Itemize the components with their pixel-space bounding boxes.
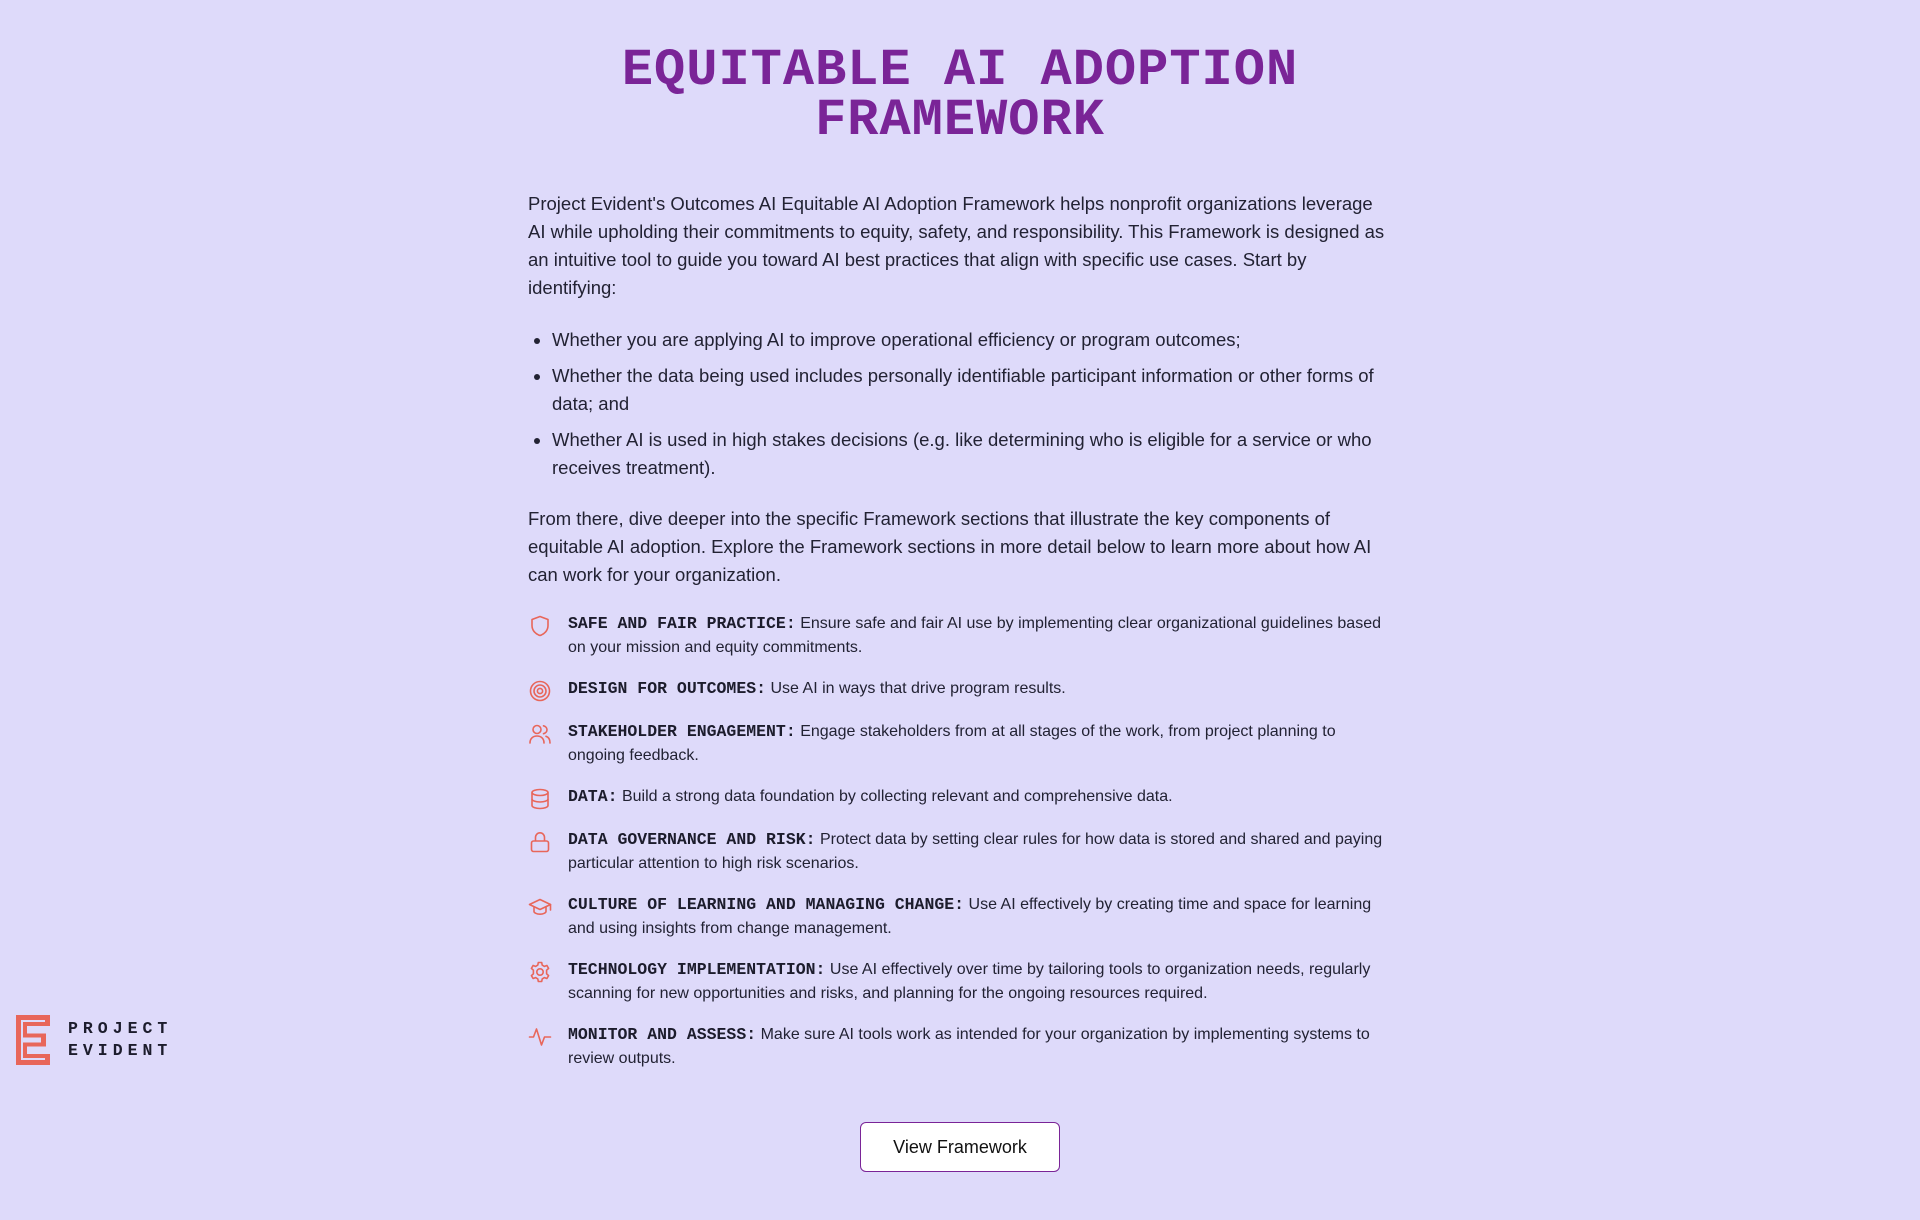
feature-item bbox=[528, 785, 1392, 811]
feature-item bbox=[528, 612, 1392, 660]
feature-description: Engage stakeholders from at all stages of the work, from project planning to ongoing feedback. bbox=[568, 723, 1336, 764]
page-title-line1: EQUITABLE AI ADOPTION bbox=[621, 41, 1299, 100]
lock-icon bbox=[528, 830, 552, 854]
page-title-line2: FRAMEWORK bbox=[815, 91, 1105, 150]
feature-text bbox=[568, 785, 1173, 809]
view-framework-button[interactable]: View Framework bbox=[860, 1122, 1060, 1172]
feature-text bbox=[568, 893, 1392, 941]
feature-item bbox=[528, 893, 1392, 941]
feature-item bbox=[528, 720, 1392, 768]
feature-text bbox=[568, 720, 1392, 768]
feature-title: DATA: bbox=[568, 787, 618, 806]
feature-description: Use AI in ways that drive program results. bbox=[770, 680, 1066, 697]
logo-text bbox=[68, 1018, 172, 1062]
users-icon bbox=[528, 722, 552, 746]
feature-text bbox=[568, 828, 1392, 876]
outro-paragraph: From there, dive deeper into the specific Framework sections that illustrate the key components of equitable AI adoption. Explore the Framework sections in more detail below to learn more about how AI can work for your organization. bbox=[528, 508, 1372, 585]
intro-paragraph: Project Evident's Outcomes AI Equitable AI Adoption Framework helps nonprofit organizations leverage AI while upholding their commitments to equity, safety, and responsibility. This Framework is designed as an intuitive tool to guide you toward AI best practices that align with specific use cases. Start by identifying: bbox=[528, 193, 1385, 298]
target-icon bbox=[528, 679, 552, 703]
intro-section bbox=[528, 190, 1392, 589]
feature-title: STAKEHOLDER ENGAGEMENT: bbox=[568, 722, 796, 741]
feature-description: Protect data by setting clear rules for how data is stored and shared and paying particular attention to high risk scenarios. bbox=[568, 831, 1383, 872]
feature-text bbox=[568, 958, 1392, 1006]
feature-description: Build a strong data foundation by collecting relevant and comprehensive data. bbox=[621, 788, 1173, 805]
logo-line2: EVIDENT bbox=[68, 1041, 173, 1060]
gear-icon bbox=[528, 960, 552, 984]
feature-text bbox=[568, 677, 1066, 701]
project-evident-logo[interactable] bbox=[16, 1015, 172, 1065]
feature-title: DESIGN FOR OUTCOMES: bbox=[568, 679, 767, 698]
feature-description: Use AI effectively by creating time and space for learning and using insights from change management. bbox=[568, 896, 1372, 937]
bullet-item: • Whether AI is used in high stakes decisions (e.g. like determining who is eligible for a service or who receives treatment). bbox=[552, 426, 1392, 482]
feature-item bbox=[528, 958, 1392, 1006]
graduation-cap-icon bbox=[528, 895, 552, 919]
feature-title: TECHNOLOGY IMPLEMENTATION: bbox=[568, 960, 826, 979]
pulse-icon bbox=[528, 1025, 552, 1049]
logo-line1: PROJECT bbox=[68, 1019, 173, 1038]
feature-title: DATA GOVERNANCE AND RISK: bbox=[568, 830, 816, 849]
feature-item bbox=[528, 828, 1392, 876]
feature-description: Use AI effectively over time by tailoring tools to organization needs, regularly scanning for new opportunities and risks, and planning for the ongoing resources required. bbox=[568, 961, 1371, 1002]
intro-bullet-list bbox=[528, 326, 1392, 482]
feature-item bbox=[528, 1023, 1392, 1071]
feature-title: SAFE AND FAIR PRACTICE: bbox=[568, 614, 796, 633]
feature-description: Ensure safe and fair AI use by implementing clear organizational guidelines based on your mission and equity commitments. bbox=[568, 615, 1381, 656]
bullet-item: • Whether you are applying AI to improve operational efficiency or program outcomes; bbox=[552, 326, 1392, 354]
bullet-item: • Whether the data being used includes personally identifiable participant information or other forms of data; and bbox=[552, 362, 1392, 418]
feature-description: Make sure AI tools work as intended for your organization by implementing systems to review outputs. bbox=[568, 1026, 1370, 1067]
logo-mark-icon bbox=[16, 1015, 50, 1065]
feature-text bbox=[568, 612, 1392, 660]
framework-feature-list bbox=[528, 612, 1392, 1088]
feature-title: CULTURE OF LEARNING AND MANAGING CHANGE: bbox=[568, 895, 965, 914]
database-icon bbox=[528, 787, 552, 811]
feature-text bbox=[568, 1023, 1392, 1071]
feature-title: MONITOR AND ASSESS: bbox=[568, 1025, 757, 1044]
feature-item bbox=[528, 677, 1392, 703]
page-title bbox=[0, 41, 1920, 150]
shield-icon bbox=[528, 614, 552, 638]
